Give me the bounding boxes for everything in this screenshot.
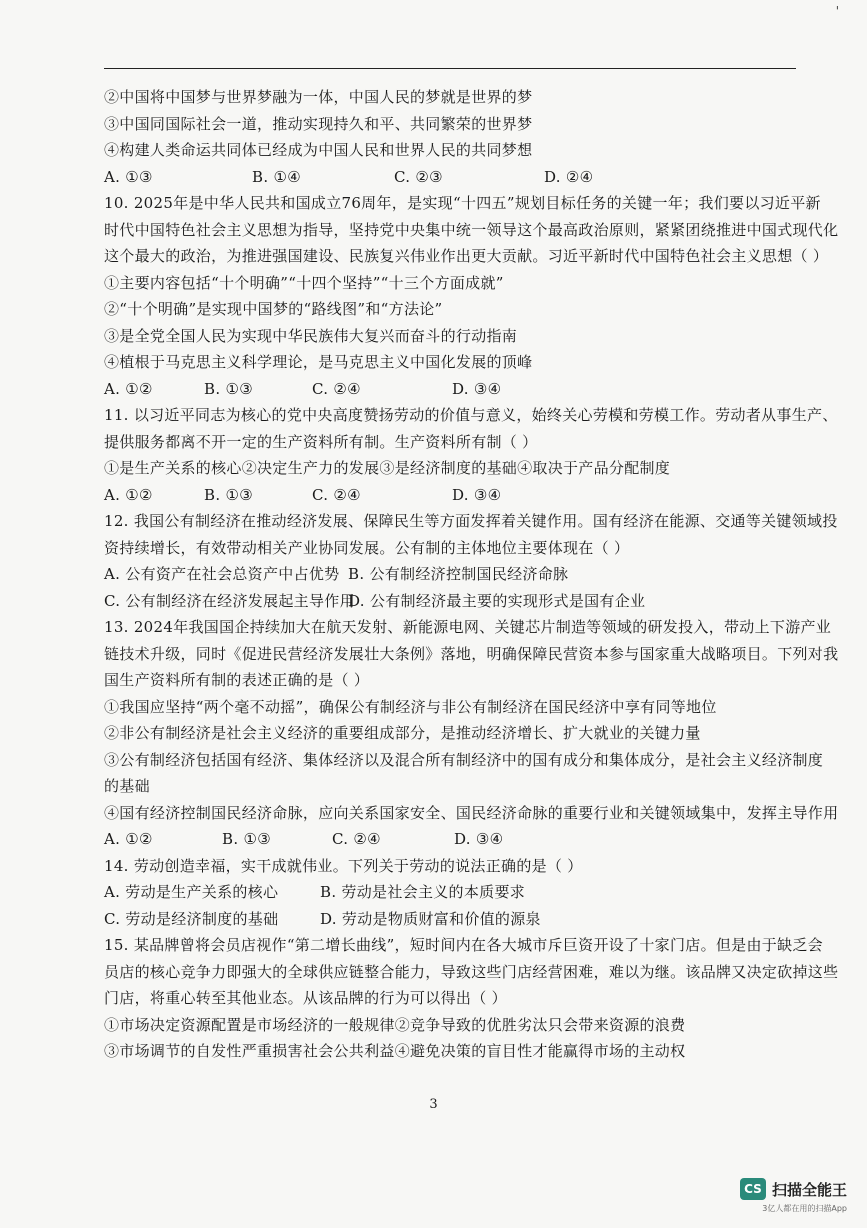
q13-statement: ②非公有制经济是社会主义经济的重要组成部分，是推动经济增长、扩大就业的关键力量 [104, 724, 701, 742]
q14-options-row [104, 879, 804, 906]
option-d: D. ③④ [452, 485, 502, 504]
q15-stem-line: 门店，将重心转至其他业态。从该品牌的行为可以得出（ ） [104, 989, 507, 1007]
header-rule [104, 68, 796, 69]
option-a: A. ①② [104, 485, 153, 504]
page-number: 3 [429, 1097, 438, 1112]
scanner-watermark [740, 1178, 847, 1213]
option-d: D. 劳动是物质财富和价值的源泉 [320, 909, 541, 928]
statement-line: ④构建人类命运共同体已经成为中国人民和世界人民的共同梦想 [104, 141, 533, 159]
option-d: D. ③④ [454, 830, 504, 848]
q11-options [104, 482, 804, 509]
option-c: C. ②③ [394, 167, 443, 186]
q15-stem-line: 员店的核心竞争力即强大的全球供应链整合能力，导致这些门店经营困难，难以为继。该品牌又决定砍掉这些 [104, 962, 839, 981]
option-a: A. 劳动是生产关系的核心 [104, 883, 279, 901]
corner-mark: ' [835, 4, 839, 18]
q9-options [104, 164, 804, 191]
q12-stem-line: 12. 我国公有制经济在推动经济发展、保障民生等方面发挥着关键作用。国有经济在能源、交通等关键领域投 [104, 512, 838, 530]
q10-statement: ①主要内容包括“十个明确”“十四个坚持”“十三个方面成就” [104, 273, 504, 292]
q13-statement: 的基础 [104, 777, 150, 795]
option-b: B. ①③ [204, 379, 253, 398]
option-a: A. 公有资产在社会总资产中占优势 [104, 565, 340, 583]
option-b: B. 公有制经济控制国民经济命脉 [348, 565, 569, 583]
q13-statement: ③公有制经济包括国有经济、集体经济以及混合所有制经济中的国有成分和集体成分，是社会主义经济制度 [104, 750, 824, 769]
camscanner-logo-icon: CS [740, 1178, 766, 1200]
q13-statement: ①我国应坚持“两个毫不动摇”，确保公有制经济与非公有制经济在国民经济中享有同等地位 [104, 697, 717, 716]
option-d: D. 公有制经济最主要的实现形式是国有企业 [348, 591, 646, 610]
q15-statement: ①市场决定资源配置是市场经济的一般规律②竞争导致的优胜劣汰只会带来资源的浪费 [104, 1015, 686, 1034]
option-b: B. ①③ [204, 485, 253, 504]
q14-stem-line: 14. 劳动创造幸福，实干成就伟业。下列关于劳动的说法正确的是（ ） [104, 856, 583, 875]
watermark-title: 扫描全能王 [771, 1180, 847, 1199]
q11-stem-line: 11. 以习近平同志为核心的党中央高度赞扬劳动的价值与意义，始终关心劳模和劳模工作。劳动者从事生产、 [104, 406, 838, 424]
option-c: C. 劳动是经济制度的基础 [104, 909, 279, 928]
exam-page-content [104, 84, 839, 1065]
option-c: C. ②④ [312, 485, 361, 504]
option-a: A. ①② [104, 830, 153, 848]
option-b: B. ①④ [252, 167, 301, 186]
q13-statement: ④国有经济控制国民经济命脉，应向关系国家安全、国民经济命脉的重要行业和关键领域集中，发挥主导作用 [104, 803, 839, 822]
option-d: D. ③④ [452, 379, 502, 398]
option-a: A. ①② [104, 379, 153, 398]
q10-statement: ③是全党全国人民为实现中华民族伟大复兴而奋斗的行动指南 [104, 326, 518, 345]
option-c: C. ②④ [332, 830, 381, 848]
option-d: D. ②④ [544, 167, 594, 186]
q10-options [104, 376, 804, 403]
option-c: C. 公有制经济在经济发展起主导作用 [104, 591, 355, 610]
option-b: B. ①③ [222, 830, 271, 848]
q10-stem-line: 10. 2025年是中华人民共和国成立76周年，是实现“十四五”规划目标任务的关键一年；我们要以习近平新 [104, 194, 821, 212]
q13-stem-line: 13. 2024年我国国企持续加大在航天发射、新能源电网、关键芯片制造等领域的研发投入，带动上下游产业 [104, 618, 832, 636]
q12-stem-line: 资持续增长，有效带动相关产业协同发展。公有制的主体地位主要体现在（ ） [104, 538, 630, 557]
option-c: C. ②④ [312, 379, 361, 398]
q13-stem-line: 链技术升级，同时《促进民营经济发展壮大条例》落地，明确保障民营资本参与国家重大战略项目。下列对我 [104, 644, 839, 663]
q13-options [104, 826, 804, 853]
option-a: A. ①③ [104, 167, 153, 186]
q15-statement: ③市场调节的自发性严重损害社会公共利益④避免决策的盲目性才能赢得市场的主动权 [104, 1042, 686, 1060]
q12-options-row [104, 561, 804, 588]
q11-stem-line: 提供服务都离不开一定的生产资料所有制。生产资料所有制（ ） [104, 432, 538, 451]
watermark-subtitle: 3亿人都在用的扫描App [762, 1204, 847, 1213]
statement-line: ③中国同国际社会一道，推动实现持久和平、共同繁荣的世界梦 [104, 114, 533, 133]
q10-stem-line: 时代中国特色社会主义思想为指导，坚持党中央集中统一领导这个最高政治原则，紧紧团绕推进中国式现代化 [104, 220, 839, 239]
option-b: B. 劳动是社会主义的本质要求 [320, 883, 526, 901]
q14-options-row [104, 906, 804, 933]
q10-statement: ④植根于马克思主义科学理论，是马克思主义中国化发展的顶峰 [104, 353, 533, 371]
q15-stem-line: 15. 某品牌曾将会员店视作“第二增长曲线”，短时间内在各大城市斥巨资开设了十家门店。但是由于缺乏会 [104, 936, 823, 954]
q10-statement: ②“十个明确”是实现中国梦的“路线图”和“方法论” [104, 300, 443, 318]
q12-options-row [104, 588, 804, 615]
q10-stem-line: 这个最大的政治，为推进强国建设、民族复兴伟业作出更大贡献。习近平新时代中国特色社会主义思想（ ） [104, 247, 829, 265]
statement-line: ②中国将中国梦与世界梦融为一体，中国人民的梦就是世界的梦 [104, 88, 533, 106]
q11-statement: ①是生产关系的核心②决定生产力的发展③是经济制度的基础④取决于产品分配制度 [104, 459, 671, 477]
q13-stem-line: 国生产资料所有制的表述正确的是（ ） [104, 671, 370, 689]
